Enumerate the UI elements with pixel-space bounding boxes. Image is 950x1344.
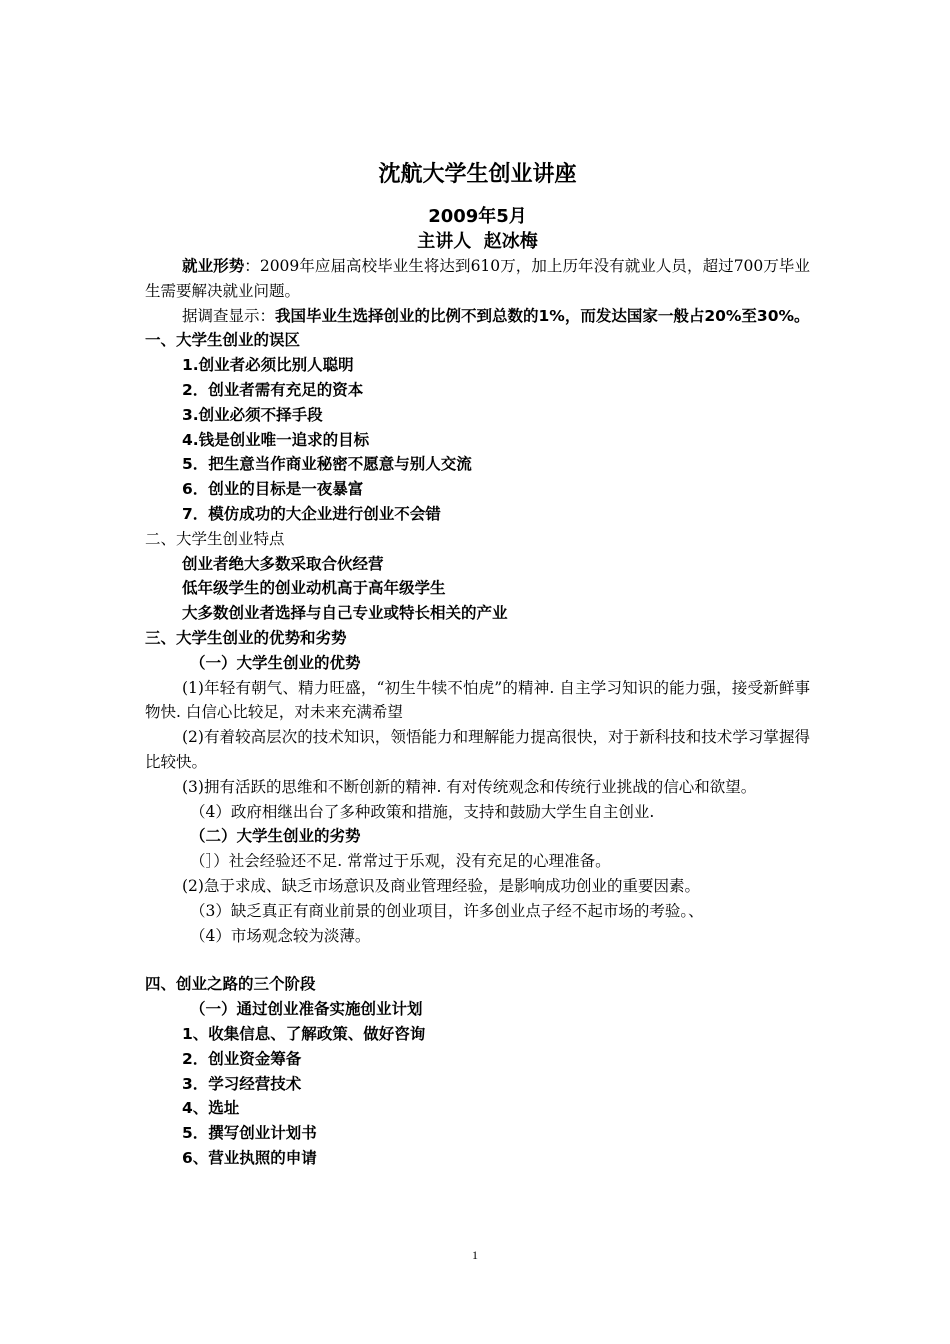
- disadvantage-item: （4）市场观念较为淡薄。: [190, 926, 371, 945]
- advantage-item: (1)年轻有朝气、精力旺盛，“初生牛犊不怕虎”的精神. 自主学习知识的能力强，接受新鲜事物快. 白信心比较足，对未来充满希望: [145, 678, 810, 722]
- section4-sub: （一）通过创业准备实施创业计划: [190, 1000, 423, 1019]
- section1-item: 2．创业者需有充足的资本: [182, 380, 364, 399]
- document-date: 2009年5月: [428, 206, 527, 227]
- document-speaker: 主讲人 赵冰梅: [417, 231, 538, 252]
- survey-paragraph: [145, 304, 810, 329]
- intro-paragraph: [145, 254, 810, 304]
- section4-item: 3．学习经营技术: [182, 1074, 302, 1093]
- intro-label: 就业形势: [182, 257, 245, 275]
- disadvantage-item: （］）社会经验还不足. 常常过于乐观，没有充足的心理准备。: [190, 852, 611, 871]
- section1-item: 3.创业必须不择手段: [182, 405, 323, 424]
- advantage-item: (2)有着较高层次的技术知识，领悟能力和理解能力提高很快，对于新科技和技术学习掌握得比较快。: [145, 728, 810, 771]
- advantage-item: (3)拥有活跃的思维和不断创新的精神. 有对传统观念和传统行业挑战的信心和欲望。: [182, 777, 757, 796]
- disadvantage-item: （3）缺乏真正有商业前景的创业项目，许多创业点子经不起市场的考验。、: [190, 901, 704, 920]
- section2-item: 低年级学生的创业动机高于高年级学生: [182, 579, 446, 598]
- advantage-item: （4）政府相继出台了多种政策和措施，支持和鼓励大学生自主创业.: [190, 802, 655, 821]
- section4-item: 6、营业执照的申请: [182, 1148, 317, 1167]
- section1-item: 4.钱是创业唯一追求的目标: [182, 430, 370, 449]
- document-body: [145, 160, 810, 1171]
- section3-heading: 三、大学生创业的优势和劣势: [145, 628, 347, 647]
- section2-item: 大多数创业者选择与自己专业或特长相关的产业: [182, 604, 508, 623]
- section1-item: 5．把生意当作商业秘密不愿意与别人交流: [182, 455, 472, 474]
- page-number: 1: [472, 1248, 478, 1262]
- blank-line: [145, 948, 810, 972]
- intro-text: ：2009年应届高校毕业生将达到610万，加上历年没有就业人员，超过700万毕业生需要解决就业问题。: [145, 257, 810, 300]
- section1-item: 6．创业的目标是一夜暴富: [182, 480, 364, 499]
- section1-item: 1.创业者必须比别人聪明: [182, 356, 354, 375]
- section4-item: 4、选址: [182, 1099, 240, 1118]
- section4-item: 5．撰写创业计划书: [182, 1124, 317, 1143]
- section4-heading: 四、创业之路的三个阶段: [145, 975, 316, 994]
- section1-heading: 一、大学生创业的误区: [145, 331, 301, 350]
- section2-heading: 二、大学生创业特点: [145, 529, 285, 548]
- section2-item: 创业者绝大多数采取合伙经营: [182, 554, 384, 573]
- document-title: 沈航大学生创业讲座: [378, 162, 577, 187]
- section3-sub-disadvantages: （二）大学生创业的劣势: [190, 827, 361, 846]
- survey-text: 我国毕业生选择创业的比例不到总数的1%，而发达国家一般占20%至30%。: [275, 306, 810, 325]
- disadvantage-item: (2)急于求成、缺乏市场意识及商业管理经验，是影响成功创业的重要因素。: [182, 876, 700, 895]
- section4-item: 2．创业资金筹备: [182, 1049, 302, 1068]
- section1-item: 7．模仿成功的大企业进行创业不会错: [182, 504, 441, 523]
- section3-sub-advantages: （一）大学生创业的优势: [190, 653, 361, 672]
- section4-item: 1、收集信息、了解政策、做好咨询: [182, 1024, 426, 1043]
- survey-prefix: 据调查显示：: [182, 306, 276, 325]
